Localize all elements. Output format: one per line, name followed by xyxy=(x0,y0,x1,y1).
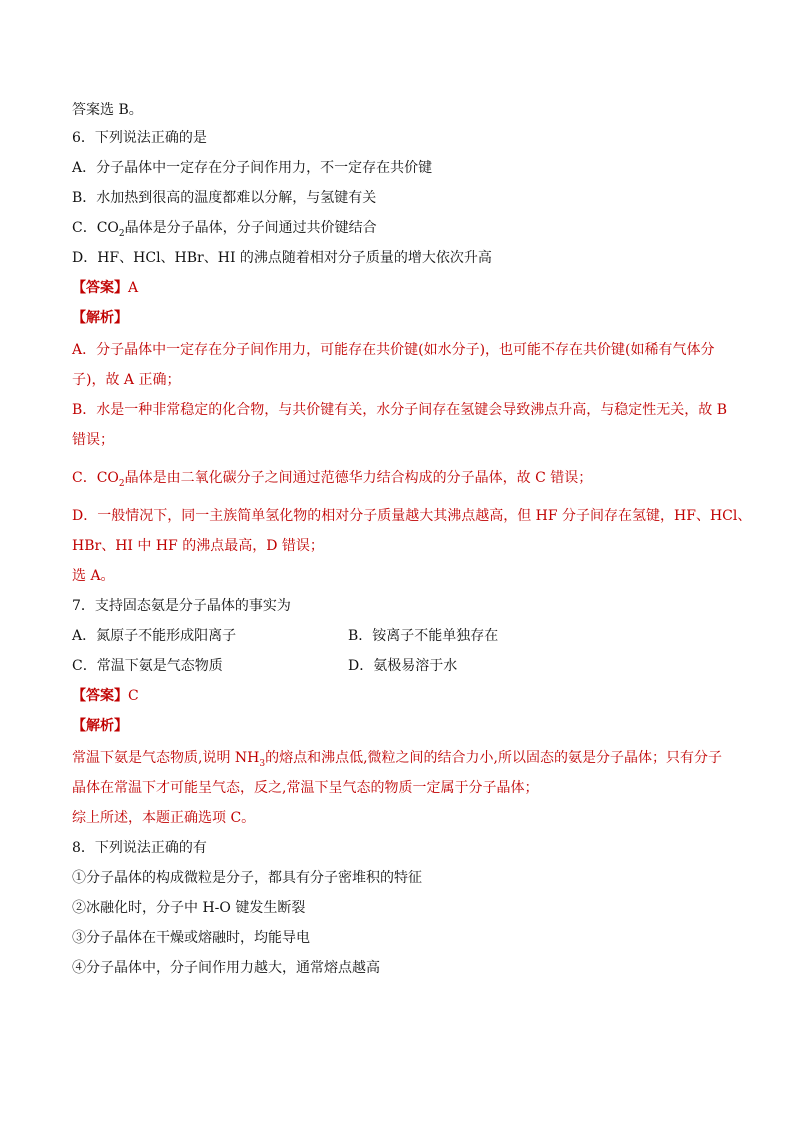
q6-analysis-c-label: C． xyxy=(72,470,97,486)
q7-analysis-line1-pre: 常温下氨是气态物质,说明 NH xyxy=(72,750,260,766)
q6-option-b: B．水加热到很高的温度都难以分解，与氢键有关 xyxy=(72,190,377,206)
q7-answer xyxy=(72,681,732,711)
q6-option-c xyxy=(72,213,732,243)
q7-option-a: A．氮原子不能形成阳离子 xyxy=(72,628,237,644)
q6-answer xyxy=(72,273,732,303)
q6-option-c-formula: CO xyxy=(96,220,119,236)
q8-stem: 8．下列说法正确的有 xyxy=(72,840,207,856)
q7-analysis-label: 【解析】 xyxy=(72,718,128,734)
q7-analysis-line1 xyxy=(72,743,732,773)
q7-option-c: C．常温下氨是气态物质 xyxy=(72,658,223,674)
q6-analysis xyxy=(72,335,752,591)
document-page xyxy=(72,98,752,983)
q7-answer-label: 【答案】 xyxy=(72,688,128,704)
q6-analysis-b-line1: B．水是一种非常稳定的化合物，与共价键有关，水分子间存在氢键会导致沸点升高，与稳定性无关，故 B xyxy=(72,402,728,418)
q7-analysis-line2: 晶体在常温下才可能呈气态，反之,常温下呈气态的物质一定属于分子晶体； xyxy=(72,780,539,796)
q6-analysis-a-line2: 子)，故 A 正确； xyxy=(72,372,181,388)
q8-item-4: ④分子晶体中，分子间作用力越大，通常熔点越高 xyxy=(72,960,380,976)
q7-option-d: D．氨极易溶于水 xyxy=(348,658,458,674)
q7-analysis xyxy=(72,743,732,833)
q6-analysis-c-text: 晶体是由二氧化碳分子之间通过范德华力结合构成的分子晶体，故 C 错误； xyxy=(124,470,593,486)
q6-option-d: D．HF、HCl、HBr、HI 的沸点随着相对分子质量的增大依次升高 xyxy=(72,250,492,266)
q7-analysis-line1-post: 的熔点和沸点低,微粒之间的结合力小,所以固态的氨是分子晶体；只有分子 xyxy=(265,750,722,766)
q6-option-a: A．分子晶体中一定存在分子间作用力，不一定存在共价键 xyxy=(72,160,433,176)
q6-option-c-label: C． xyxy=(72,220,97,236)
q6-answer-value: A xyxy=(128,280,139,296)
q5-conclusion: 答案选 B。 xyxy=(72,102,143,118)
q6-option-c-subscript: 2 xyxy=(118,228,125,239)
q7-options-row-1 xyxy=(72,621,732,651)
q7-answer-value: C xyxy=(128,688,139,704)
q6-analysis-a-line1: A．分子晶体中一定存在分子间作用力，可能存在共价键(如水分子)，也可能不存在共价键(如稀有气体分 xyxy=(72,342,715,358)
q6-option-c-text: 晶体是分子晶体，分子间通过共价键结合 xyxy=(124,220,377,236)
q6-stem: 6．下列说法正确的是 xyxy=(72,130,207,146)
q6-analysis-b-line2: 错误； xyxy=(72,432,114,448)
q6-analysis-label: 【解析】 xyxy=(72,310,128,326)
q7-analysis-conclusion: 综上所述，本题正确选项 C。 xyxy=(72,810,256,826)
q6-analysis-c-formula: CO xyxy=(96,470,119,486)
q6-analysis-c-subscript: 2 xyxy=(118,478,125,489)
q7-stem: 7．支持固态氨是分子晶体的事实为 xyxy=(72,598,291,614)
q6-answer-label: 【答案】 xyxy=(72,280,128,296)
q7-options-row-2 xyxy=(72,651,732,681)
q8-item-2: ②冰融化时，分子中 H-O 键发生断裂 xyxy=(72,900,306,916)
q6-analysis-d-line2: HBr、HI 中 HF 的沸点最高，D 错误； xyxy=(72,538,324,554)
q8-item-3: ③分子晶体在干燥或熔融时，均能导电 xyxy=(72,930,310,946)
q6-analysis-c xyxy=(72,463,732,493)
q6-analysis-d-line1: D．一般情况下，同一主族简单氢化物的相对分子质量越大其沸点越高，但 HF 分子间存在氢键，HF、HCl、 xyxy=(72,508,752,524)
q7-analysis-line1-subscript: 3 xyxy=(259,758,266,769)
q6-analysis-conclusion: 选 A。 xyxy=(72,568,115,584)
q7-option-b: B．铵离子不能单独存在 xyxy=(348,628,499,644)
q8-item-1: ①分子晶体的构成微粒是分子，都具有分子密堆积的特征 xyxy=(72,870,422,886)
